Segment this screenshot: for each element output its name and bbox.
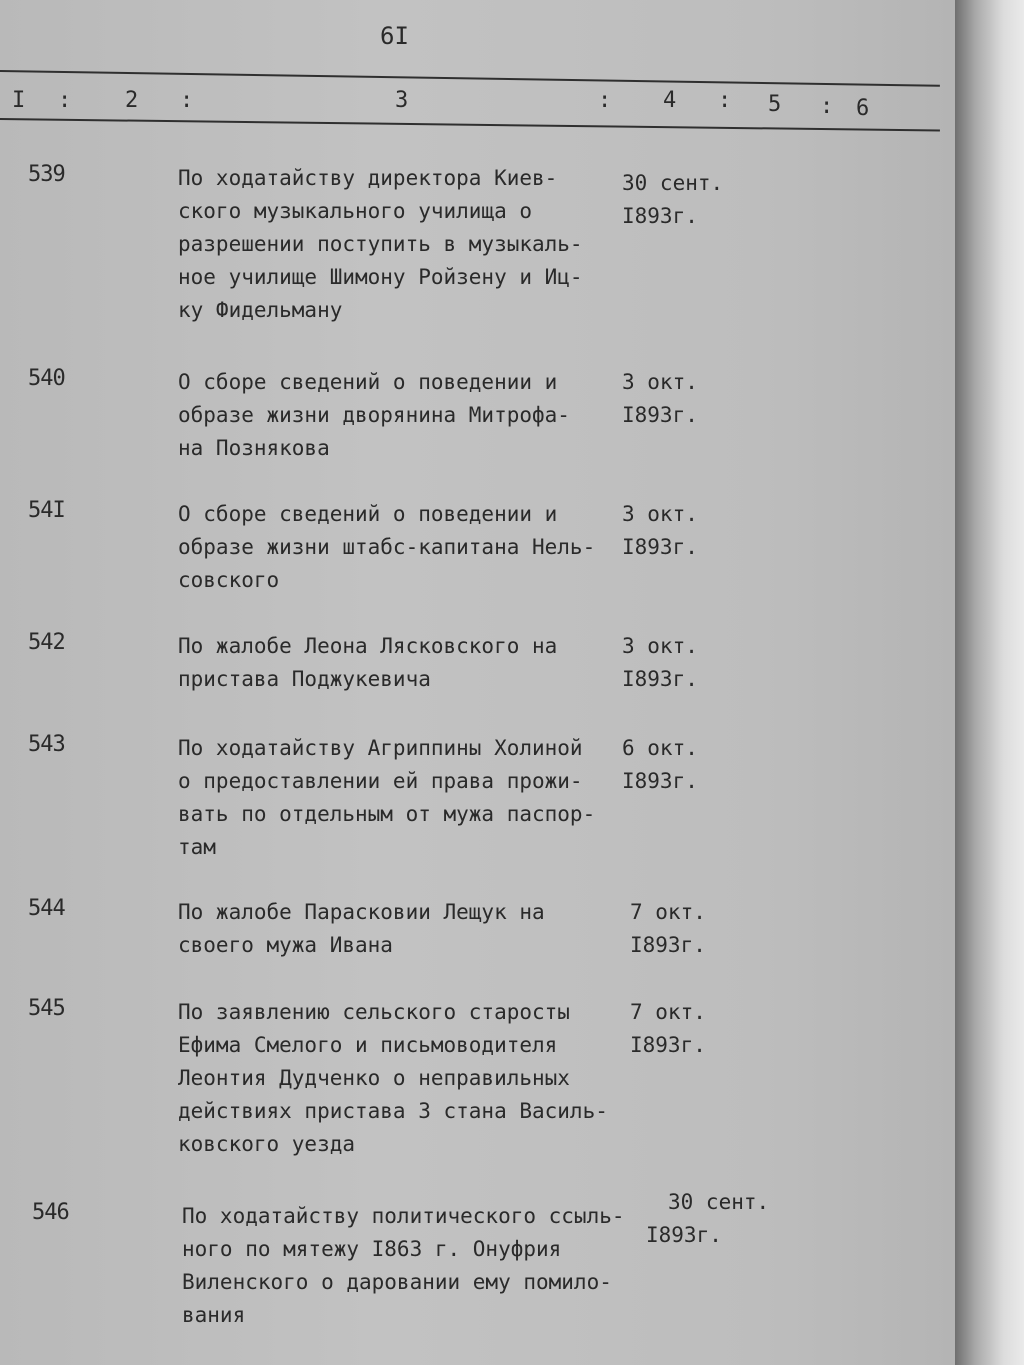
entry-date — [622, 732, 698, 798]
entry-number: 544 — [28, 896, 65, 921]
date-year: I893г. — [622, 769, 698, 793]
description-line: пристава Поджукевича — [178, 667, 431, 691]
date-year: I893г. — [622, 204, 698, 228]
description-line: ку Фидельману — [178, 298, 343, 322]
entry-date — [630, 896, 706, 962]
entry-date — [622, 366, 698, 432]
date-year: I893г. — [622, 667, 698, 691]
description-line: ковского уезда — [178, 1132, 356, 1156]
description-line: на Познякова — [178, 436, 330, 460]
date-day: 3 окт. — [622, 502, 698, 526]
entry-number: 543 — [28, 732, 65, 757]
entry-description — [178, 896, 628, 962]
date-day: 7 окт. — [630, 900, 706, 924]
column-separator: : — [58, 88, 72, 113]
description-line: разрешении поступить в музыкаль- — [178, 232, 583, 256]
description-line: Виленского о даровании ему помило- — [182, 1270, 612, 1294]
entry-date — [630, 996, 706, 1062]
column-header-4: 4 — [663, 88, 677, 113]
description-line: По ходатайству директора Киев- — [178, 166, 558, 190]
description-line: о предоставлении ей права прожи- — [178, 769, 583, 793]
description-line: там — [178, 835, 216, 859]
entry-description — [178, 732, 628, 864]
entry-description — [178, 996, 628, 1161]
description-line: ное училище Шимону Ройзену и Иц- — [178, 265, 583, 289]
date-year: I893г. — [622, 535, 698, 559]
header-top-rule — [0, 70, 940, 87]
column-header-6: 6 — [856, 96, 870, 121]
date-day: 30 сент. — [668, 1190, 770, 1214]
entry-number: 545 — [28, 996, 65, 1021]
description-line: действиях пристава 3 стана Василь- — [178, 1099, 608, 1123]
description-line: образе жизни штабс-капитана Нель- — [178, 535, 596, 559]
date-day: 7 окт. — [630, 1000, 706, 1024]
entry-number: 539 — [28, 162, 65, 187]
description-line: О сборе сведений о поведении и — [178, 502, 558, 526]
entry-description — [178, 630, 628, 696]
column-separator: : — [598, 88, 612, 113]
date-day: 6 окт. — [622, 736, 698, 760]
entry-date — [622, 630, 698, 696]
column-header-2: 2 — [125, 88, 139, 113]
date-year: I893г. — [622, 403, 698, 427]
entry-date — [622, 498, 698, 564]
description-line: вания — [182, 1303, 246, 1327]
description-line: вать по отдельным от мужа паспор- — [178, 802, 596, 826]
description-line: образе жизни дворянина Митрофа- — [178, 403, 570, 427]
underlying-page-edge — [955, 0, 1024, 1365]
date-year: I893г. — [630, 933, 706, 957]
date-day: 3 окт. — [622, 370, 698, 394]
description-line: Ефима Смелого и письмоводителя — [178, 1033, 558, 1057]
column-separator: : — [180, 88, 194, 113]
entry-description — [178, 498, 628, 597]
column-header-5: 5 — [768, 92, 782, 117]
entry-number: 542 — [28, 630, 65, 655]
entry-number: 540 — [28, 366, 65, 391]
column-separator: : — [820, 94, 834, 119]
description-line: По жалобе Парасковии Лещук на — [178, 900, 545, 924]
entry-description — [178, 366, 628, 465]
entry-description — [178, 162, 628, 327]
column-separator: : — [718, 88, 732, 113]
column-header-1: I — [12, 88, 26, 113]
description-line: своего мужа Ивана — [178, 933, 393, 957]
entry-number: 546 — [32, 1200, 69, 1225]
description-line: По ходатайству политического ссыль- — [182, 1204, 625, 1228]
description-line: Леонтия Дудченко о неправильных — [178, 1066, 570, 1090]
header-bottom-rule — [0, 118, 940, 131]
description-line: По заявлению сельского старосты — [178, 1000, 570, 1024]
page-number: 6I — [380, 22, 409, 50]
description-line: По жалобе Леона Лясковского на — [178, 634, 558, 658]
entry-number: 54I — [28, 498, 65, 523]
entry-description — [182, 1200, 632, 1332]
description-line: ного по мятежу I863 г. Онуфрия — [182, 1237, 562, 1261]
date-year: I893г. — [630, 1033, 706, 1057]
description-line: По ходатайству Агриппины Холиной — [178, 736, 583, 760]
entry-date — [622, 167, 723, 233]
date-day: 30 сент. — [622, 171, 724, 195]
column-header-3: 3 — [395, 88, 409, 113]
entry-date — [646, 1186, 770, 1252]
date-day: 3 окт. — [622, 634, 698, 658]
description-line: О сборе сведений о поведении и — [178, 370, 558, 394]
description-line: ского музыкального училища о — [178, 199, 533, 223]
description-line: совского — [178, 568, 280, 592]
date-year: I893г. — [646, 1223, 722, 1247]
